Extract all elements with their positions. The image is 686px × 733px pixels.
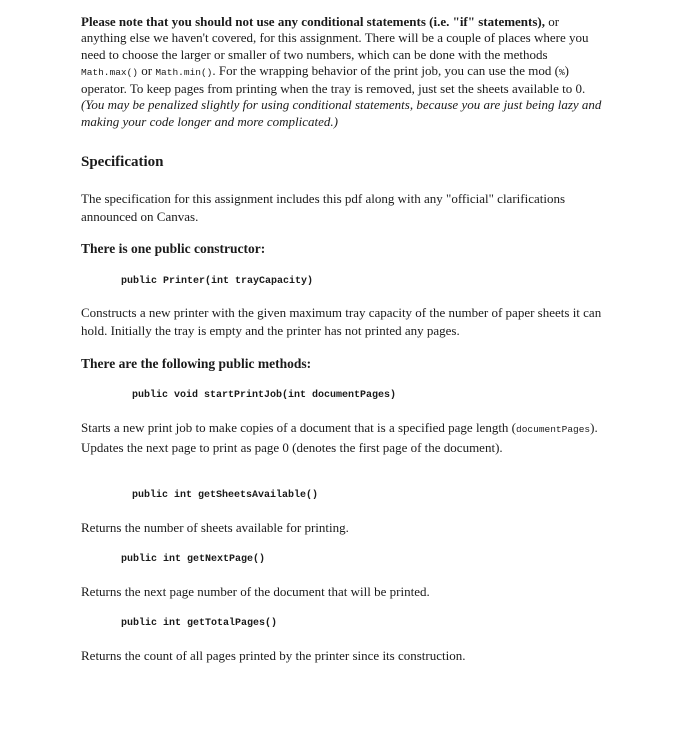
spec-paragraph-block	[81, 190, 606, 226]
method-desc-block-start-print-job	[81, 419, 606, 457]
method-signature-get-sheets-available: public int getSheetsAvailable()	[132, 490, 319, 501]
method-description-start-print-job	[81, 419, 606, 457]
method-description-get-next-page: Returns the next page number of the document that will be printed.	[81, 584, 430, 599]
code-math-max: Math.max()	[81, 66, 139, 78]
methods-heading: There are the following public methods:	[81, 356, 312, 371]
intro-text-or: or	[138, 62, 156, 78]
method-signature-get-next-page: public int getNextPage()	[121, 554, 266, 565]
intro-text-3: ) operator. To keep pages from printing when the tray is removed, just set the sheets available to 0.	[81, 62, 586, 97]
method-desc-block-get-sheets-available	[81, 519, 606, 537]
method-description-get-sheets-available: Returns the number of sheets available for printing.	[81, 520, 349, 535]
method-desc-block-get-total-pages	[81, 647, 606, 665]
intro-text-2: . For the wrapping behavior of the print job, you can use the mod (	[212, 62, 559, 78]
constructor-description: Constructs a new printer with the given maximum tray capacity of the number of paper sheets it can hold. Initially the tray is empty and the printer has not printed any pages.	[81, 305, 602, 338]
m1-desc-b: ). Updates the next page to print as page 0 (denotes the first page of the document).	[81, 420, 598, 455]
intro-italic-note: (You may be penalized slightly for using conditional statements, because you are just being lazy and making your code longer and more complicated.)	[81, 97, 602, 129]
document-page	[81, 14, 606, 663]
method-desc-block-get-next-page	[81, 583, 606, 601]
method-description-get-total-pages: Returns the count of all pages printed by the printer since its construction.	[81, 648, 466, 663]
constructor-desc-block	[81, 304, 606, 340]
m1-desc-a: Starts a new print job to make copies of a document that is a specified page length (	[81, 420, 517, 435]
intro-text-1: or anything else we haven't covered, for this assignment. There will be a couple of places where you need to choose the larger or smaller of two numbers, which can be done with the methods	[81, 14, 589, 62]
code-document-pages: documentPages	[516, 424, 591, 435]
intro-paragraph	[81, 14, 606, 130]
intro-bold-note: Please note that you should not use any conditional statements (i.e. "if" statements),	[81, 14, 546, 29]
methods-heading-block	[81, 356, 606, 372]
constructor-signature: public Printer(int trayCapacity)	[121, 276, 314, 287]
constructor-heading: There is one public constructor:	[81, 241, 266, 256]
code-mod-operator: %	[558, 66, 565, 78]
method-signature-start-print-job: public void startPrintJob(int documentPages)	[132, 390, 397, 401]
section-heading-specification: Specification	[81, 154, 164, 170]
constructor-heading-block	[81, 241, 606, 257]
method-signature-get-total-pages: public int getTotalPages()	[121, 618, 278, 629]
code-math-min: Math.min()	[155, 66, 213, 78]
spec-paragraph: The specification for this assignment includes this pdf along with any "official" clarifications announced on Canvas.	[81, 191, 566, 224]
